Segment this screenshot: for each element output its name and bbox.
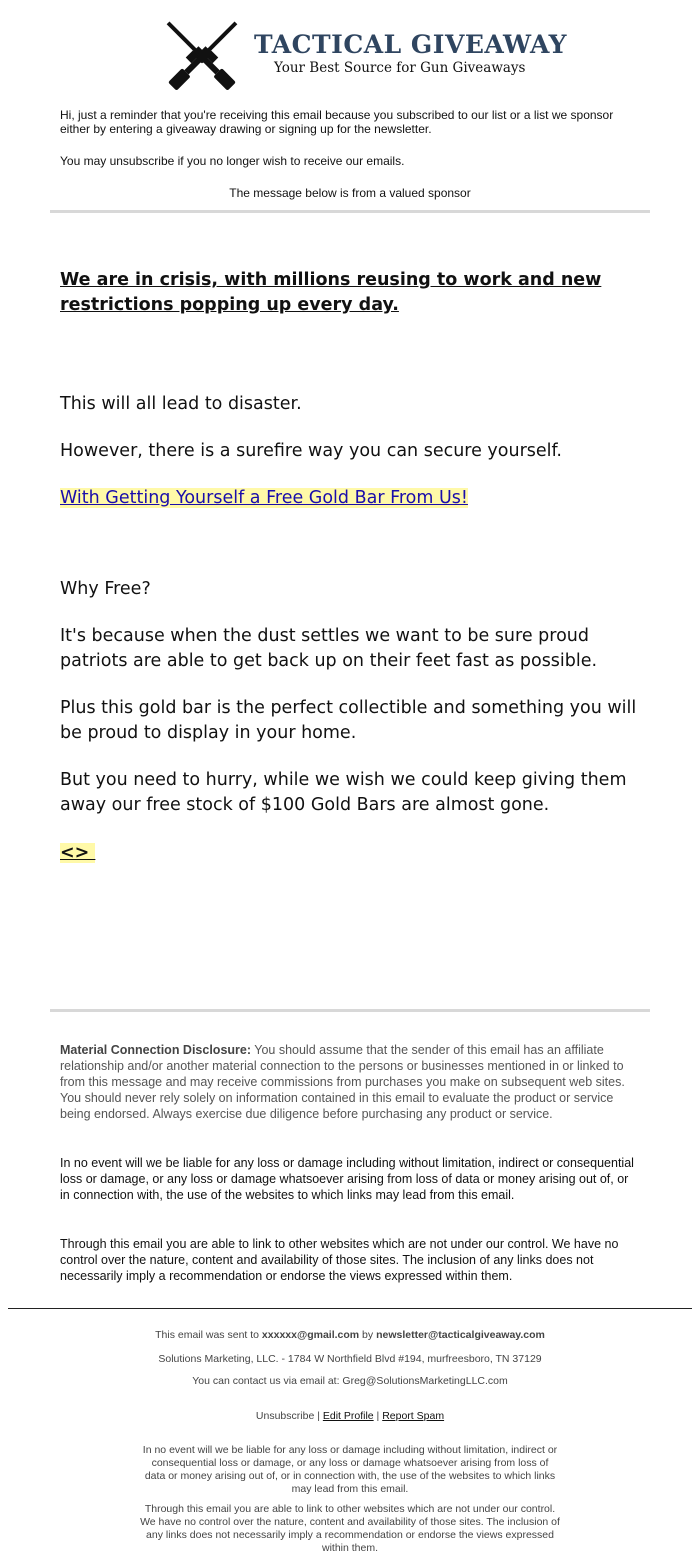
subscription-reminder: Hi, just a reminder that you're receiving this email because you subscribed to our list or a list we sponsor either by entering a giveaway drawing or signing up for the newsletter. (60, 108, 614, 136)
crossed-rifles-icon (157, 10, 247, 98)
report-spam-link[interactable]: Report Spam (382, 1410, 445, 1422)
contact-line: You can contact us via email at: Greg@SolutionsMarketingLLC.com (192, 1375, 508, 1387)
message-paragraph: Plus this gold bar is the perfect collectible and something you will be proud to display in your home. (60, 698, 637, 743)
sent-prefix: This email was sent to (155, 1329, 262, 1341)
link-separator: | (314, 1410, 323, 1422)
brand-header (50, 0, 650, 100)
sender-email: newsletter@tacticalgiveaway.com (376, 1329, 545, 1341)
liability-notice: In no event will we be liable for any loss or damage including without limitation, indirect or consequential loss or damage, or any loss or damage whatsoever arising from loss of data or money arising out of, or in connection with, the use of the websites to which links may lead from this email. (60, 1156, 634, 1202)
footer-divider (8, 1308, 692, 1309)
recipient-email: xxxxxx@gmail.com (261, 1329, 360, 1341)
top-divider (50, 210, 650, 213)
footer-links-notice: Through this email you are able to link to other websites which are not under our control. We have no control over the nature, content and availability of those sites. The inclusion of any links does not necessarily imply a recommendation or endorse the views expressed within them. (140, 1503, 560, 1554)
message-paragraph: Why Free? (60, 579, 151, 599)
unsubscribe-note: You may unsubscribe if you no longer wish to receive our emails. (60, 154, 405, 168)
company-address: Solutions Marketing, LLC. - 1784 W Northfield Blvd #194, murfreesboro, TN 37129 (158, 1353, 542, 1365)
bottom-divider (50, 1009, 650, 1012)
footer-links (0, 1410, 700, 1423)
cta-link[interactable]: <> (60, 843, 96, 863)
message-paragraph: But you need to hurry, while we wish we could keep giving them away our free stock of $100 Gold Bars are almost gone. (60, 770, 627, 815)
brand-tagline: Your Best Source for Gun Giveaways (274, 60, 526, 76)
email-body (50, 0, 650, 1283)
sent-to-line (0, 1329, 700, 1342)
sent-by: by (359, 1329, 377, 1341)
disclosure-label: Material Connection Disclosure: (60, 1043, 252, 1057)
message-paragraph: This will all lead to disaster. (60, 394, 302, 414)
footer-liability: In no event will we be liable for any loss or damage including without limitation, indirect or consequential loss or damage, or any loss or damage whatsoever arising from loss of data or money arising out of, or in connection with, the use of the websites to which links may lead from this email. (142, 1444, 558, 1495)
free-gold-bar-link[interactable]: With Getting Yourself a Free Gold Bar From Us! (60, 488, 468, 508)
edit-profile-link[interactable]: Edit Profile (322, 1410, 374, 1422)
brand-title: TACTICAL GIVEAWAY (254, 30, 568, 59)
message-paragraph: It's because when the dust settles we want to be sure proud patriots are able to get back up on their feet fast as possible. (60, 626, 598, 671)
material-disclosure (60, 1042, 640, 1122)
message-headline: We are in crisis, with millions reusing to work and new restrictions popping up every day. (60, 270, 602, 315)
unsubscribe-link[interactable]: Unsubscribe (255, 1410, 315, 1422)
link-separator: | (373, 1410, 383, 1422)
external-links-notice: Through this email you are able to link to other websites which are not under our control. We have no control over the nature, content and availability of those sites. The inclusion of any links does not necessarily imply a recommendation or endorse the views expressed within them. (60, 1237, 619, 1283)
sponsor-note: The message below is from a valued sponsor (229, 186, 471, 200)
disclosure-text: You should assume that the sender of this email has an affiliate relationship and/or another material connection to the persons or businesses mentioned in or linked to from this message and may receive commissions from purchases you make on subsequent web sites. You should never rely solely on information contained in this email to evaluate the product or service being endorsed. Always exercise due diligence before purchasing any product or service. (60, 1043, 625, 1121)
message-paragraph: However, there is a surefire way you can secure yourself. (60, 441, 562, 461)
